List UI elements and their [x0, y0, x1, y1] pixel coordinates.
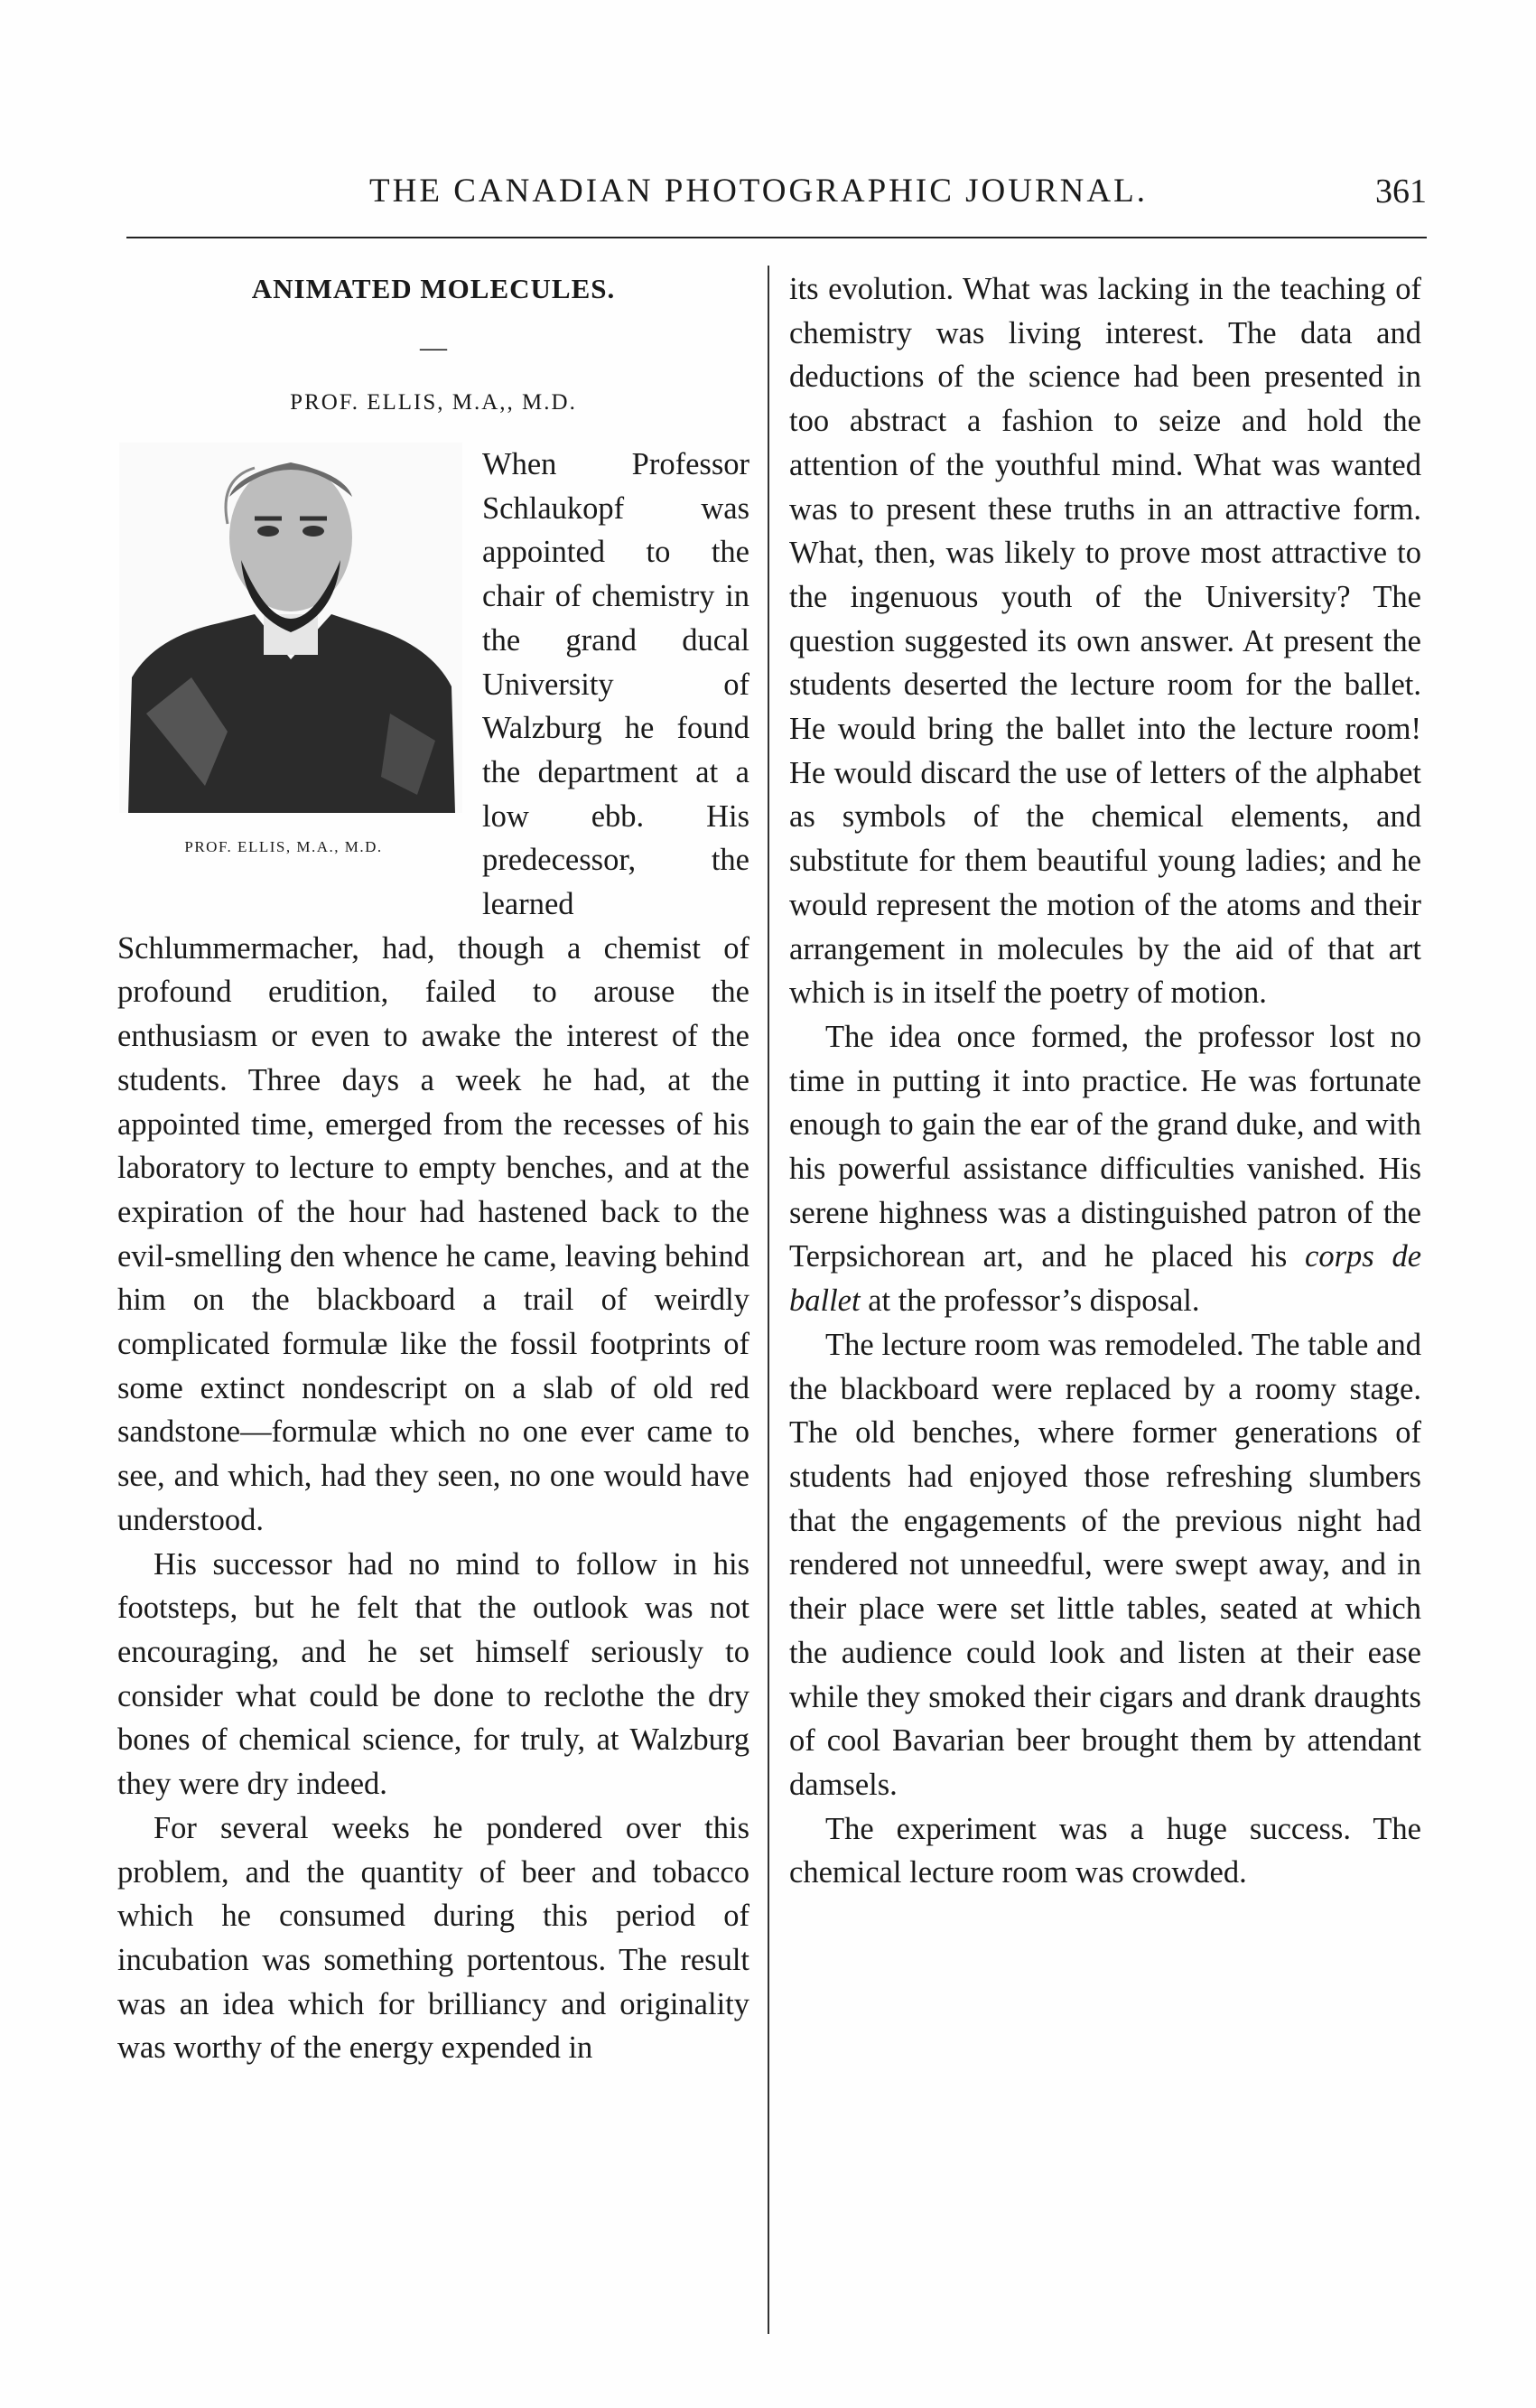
header-rule — [126, 237, 1427, 238]
figure-caption: PROF. ELLIS, M.A., M.D. — [184, 838, 383, 855]
running-title: THE CANADIAN PHOTOGRAPHIC JOURNAL. — [369, 173, 1148, 210]
paragraph-text: at the professor’s disposal. — [868, 1283, 1200, 1319]
right-column — [789, 267, 1421, 1895]
page-header — [126, 172, 1427, 226]
paragraph-text: The idea once formed, the professor lost no time in putting it into practice. He was fortunate enough to gain the ear of the grand duke, and with his powerful assistance difficulties vanished. His serene highness was a distinguished patron of the Terpsichorean art, and he placed his — [789, 1019, 1421, 1274]
page-number: 361 — [1375, 173, 1427, 210]
left-column — [117, 267, 749, 2070]
italic-phrase: corps de ballet — [789, 1239, 1422, 1319]
paragraph: The experiment was a huge success. The chemical lecture room was crowded. — [789, 1811, 1421, 1890]
article-byline: PROF. ELLIS, M.A,, M.D. — [290, 390, 577, 415]
paragraph: The lecture room was remodeled. The table and the blackboard were replaced by a roomy stage. The old benches, where former generations of students had enjoyed those refreshing slumbers that the engagements of the previous night had rendered not unneedful, were swept away, and in their place were set little tables, seated at which the audience could look and listen at their ease while they smoked their cigars and drank draughts of cool Bavarian beer brought them by attendant damsels. — [789, 1327, 1421, 1802]
paragraph — [789, 1015, 1421, 1323]
column-divider — [768, 266, 769, 2334]
paragraph: When Professor Schlaukopf was appointed to the chair of chemistry in the grand ducal University of Walzburg he found the department at a low ebb. His predecessor, the learned Schlummermacher, had, though a chemist of profound erudition, failed to arouse the enthusiasm or even to awake the interest of the students. Three days a week he had, at the appointed time, emerged from the recesses of his laboratory to lecture to empty benches, and at the expiration of the hour had hastened back to the evil-smelling den whence he came, leaving behind him on the blackboard a trail of weirdly complicated formulæ like the fossil footprints of some extinct nondescript on a slab of old red sandstone—formulæ which no one ever came to see, and which, had they seen, no one would have understood. — [117, 447, 749, 1537]
article-title: ANIMATED MOLECULES. — [251, 273, 616, 304]
portrait-image — [119, 443, 462, 813]
paragraph: For several weeks he pondered over this problem, and the quantity of beer and tobacco which he consumed during this period of incubation was something portentous. The result was an idea which for brilliancy and originality was worthy of the energy expended in — [117, 1810, 749, 2066]
portrait-figure — [103, 443, 464, 921]
title-separator: — — [420, 332, 447, 362]
paragraph: His successor had no mind to follow in his footsteps, but he felt that the outlook was not encouraging, and he set himself seriously to consider what could be done to reclothe the dry bones of chemical science, for truly, at Walzburg they were dry indeed. — [117, 1546, 749, 1802]
paragraph: its evolution. What was lacking in the teaching of chemistry was living interest. The data and deductions of the science had been presented in too abstract a fashion to seize and hold the attention of the youthful mind. What was wanted was to present these truths in an attractive form. What, then, was likely to prove most attractive to the ingenuous youth of the University? The question suggested its own answer. At present the students deserted the lecture room for the ballet. He would bring the ballet into the lecture room! He would discard the use of letters of the alphabet as symbols of the chemical elements, and substitute for them beautiful young ladies; and he would represent the motion of the atoms and their arrangement in molecules by the aid of that art which is in itself the poetry of motion. — [789, 272, 1421, 1011]
